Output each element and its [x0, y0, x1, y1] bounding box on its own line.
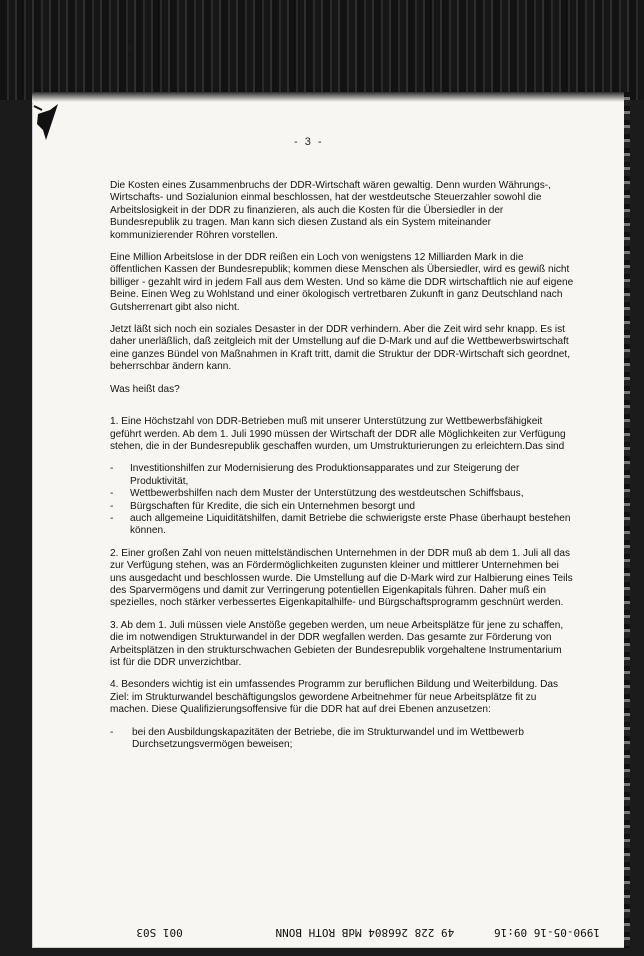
staple-mark-icon	[32, 100, 72, 150]
paragraph-point-4: 4. Besonders wichtig ist ein umfassendes Programm zur beruflichen Bildung und Weiterbildung. Das Ziel: im Strukturwandel beschäftigungslos gewordene Arbeitnehmer für neue Arbeitsplätze fit zu machen. Diese Qualifizierungsoffensive für die DDR hat auf drei Ebenen anzusetzen:	[110, 679, 559, 716]
paragraph-question: Was heißt das?	[110, 383, 180, 395]
paragraph-point-2: 2. Einer großen Zahl von neuen mittelständischen Unternehmen in der DDR muß ab dem 1. Juli all das zur Verfügung stehen, was an Fördermöglichkeiten zugunsten kleiner und mittlerer Unternehmen bei uns ausgedacht und beschlossen wurde. Die Umstellung auf die D-Mark wird zur Halbierung eines Teils des Sparvermögens und damit zur Verringerung potentiellen Eigenkapitals führen. Daher muß ein spezielles, noch stärker verbessertes Eigenkapitalhilfe- und Bürgschaftsprogramm geschnürt werden.	[110, 547, 573, 609]
list-item-text: Investitionshilfen zur Modernisierung des Produktionsapparates und zur Steigerung der Produktivität,	[130, 463, 520, 487]
list-item-text: Bürgschaften für Kredite, die sich ein Unternehmen besorgt und	[130, 500, 416, 512]
list-marker: -	[110, 726, 114, 738]
list-item-text: auch allgemeine Liquiditätshilfen, damit Betriebe die schwierigste erste Phase überhaupt bestehen können.	[130, 512, 571, 537]
fax-header-line: 1990-05-16 09:16 49 228 266804 MdB ROTH BONN 001 S03	[136, 926, 600, 939]
paragraph-point-1: 1. Eine Höchstzahl von DDR-Betrieben muß mit unserer Unterstützung zur Wettbewerbsfähigkeit geführt werden. Ab dem 1. Juli 1990 müssen der Wirtschaft der DDR alle Möglichkeiten zur Verfügung stehen, die in der Bundesrepublik geschaffen wurden, um Umstrukturierungen zu erleichtern.Das sind	[110, 416, 566, 452]
list-item-text: bei den Ausbildungskapazitäten der Betriebe, die im Strukturwandel und im Wettbewerb Durchsetzungsvermögen beweisen;	[132, 726, 525, 751]
list-marker: -	[110, 500, 114, 512]
spacer	[110, 406, 574, 416]
paragraph-2: Eine Million Arbeitslose in der DDR reißen ein Loch von wenigstens 12 Milliarden Mark in die öffentlichen Kassen der Bundesrepublik; kommen diese Menschen als Übersiedler, wird es gewiß nicht billiger - gezahlt wird in jedem Fall aus dem Westen. Und so käme die DDR wirtschaftlich nie auf eigene Beine. Einen Weg zu Wohlstand und einer ökologisch vertretbaren Zukunft in ganz Deutschland nach Gutsherrenart gibt also nicht.	[110, 252, 574, 313]
page-number: - 3 -	[294, 136, 324, 148]
qualification-list	[110, 727, 574, 752]
page-right-edge	[624, 92, 630, 948]
paragraph-point-3: 3. Ab dem 1. Juli müssen viele Anstöße gegeben werden, um neue Arbeitsplätze für jene zu schaffen, die im notwendigen Strukturwandel in der DDR wegfallen werden. Das gesamte zur Förderung von Arbeitsplätzen in den strukturschwachen Gebieten der Bundesrepublik vorgehaltene Instrumentarium ist für die DDR unverzichtbar.	[110, 619, 564, 668]
list-item	[110, 513, 574, 538]
measures-list	[110, 463, 574, 537]
document-page	[32, 92, 630, 948]
document-body	[110, 180, 574, 761]
list-marker: -	[110, 488, 114, 500]
list-marker: -	[110, 463, 114, 475]
paragraph-1: Die Kosten eines Zusammenbruchs der DDR-Wirtschaft wären gewaltig. Denn wurden Währungs-, Wirtschafts- und Sozialunion einmal beschlossen, hat der westdeutsche Steuerzahler sowohl die Arbeitslosigkeit in der DDR zu finanzieren, als auch die Kosten für die Übersiedler in der Bundesrepublik zu tragen. Man kann sich diesen Zustand als ein System miteinander kommunizierender Röhren vorstellen.	[110, 180, 551, 241]
list-item	[110, 727, 574, 752]
list-marker: -	[110, 512, 114, 524]
list-item-text: Wettbewerbshilfen nach dem Muster der Unterstützung des westdeutschen Schiffsbaus,	[130, 488, 524, 500]
list-item	[110, 463, 574, 488]
fax-noise-band	[0, 0, 644, 100]
list-item	[110, 501, 574, 513]
list-item	[110, 488, 574, 500]
paragraph-3: Jetzt läßt sich noch ein soziales Desaster in der DDR verhindern. Aber die Zeit wird sehr knapp. Es ist daher unerläßlich, daß zeitgleich mit der Umstellung auf die D-Mark und auf die Wettbewerbswirtschaft eine ganzes Bündel von Maßnahmen in Kraft tritt, damit die Struktur der DDR-Wirtschaft sich geordnet, beherrschbar ändern kann.	[110, 324, 571, 373]
page-top-shadow	[32, 92, 630, 102]
